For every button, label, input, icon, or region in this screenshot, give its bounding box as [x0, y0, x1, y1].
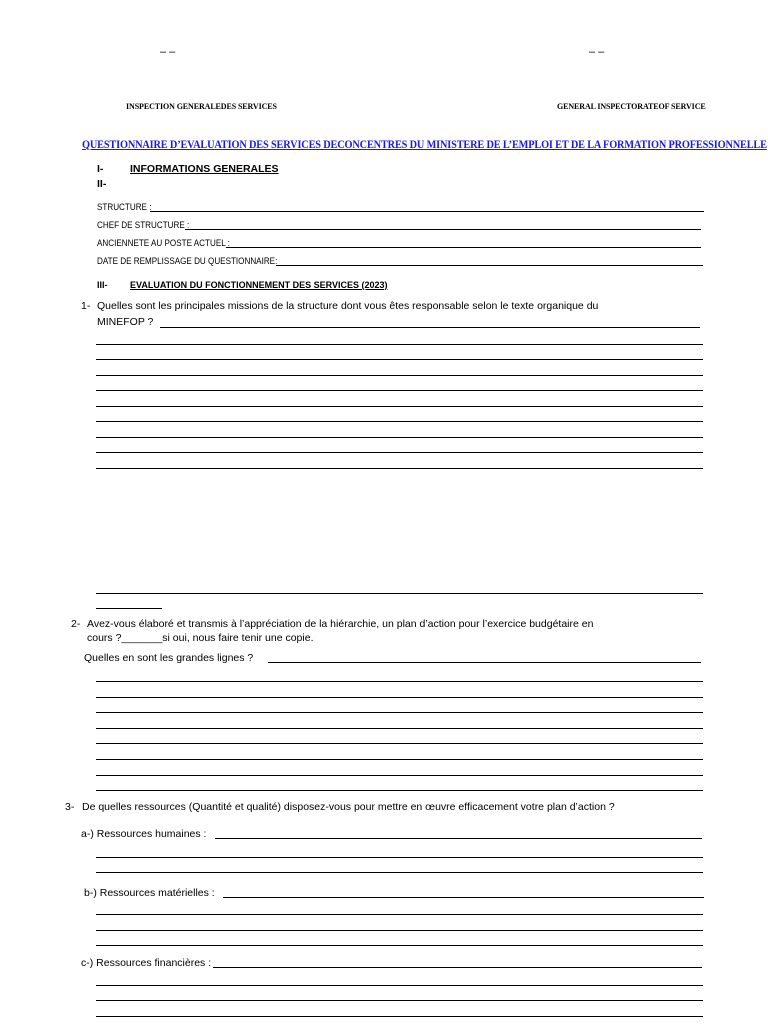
q1-answer-line[interactable]	[96, 608, 162, 609]
header-dash-right: – –	[589, 46, 605, 58]
q1-answer-line[interactable]	[96, 359, 703, 360]
field-structure-label: STRUCTURE :	[97, 202, 152, 212]
q3a-answer-line[interactable]	[215, 838, 702, 839]
q1-answer-line[interactable]	[96, 593, 703, 594]
q1-answer-line[interactable]	[96, 390, 703, 391]
q3b-answer-line[interactable]	[96, 930, 703, 931]
q3c-answer-line[interactable]	[96, 1016, 703, 1017]
section-3-label: EVALUATION DU FONCTIONNEMENT DES SERVICES (2023)	[130, 280, 388, 290]
q2-answer-line[interactable]	[96, 759, 703, 760]
section-1-number: I-	[97, 163, 104, 175]
q1-answer-line[interactable]	[96, 344, 703, 345]
field-structure-line[interactable]	[150, 211, 704, 212]
q3-number: 3-	[65, 801, 75, 813]
q2-text-line2: cours ?_______si oui, nous faire tenir une copie.	[87, 632, 314, 644]
header-left-label: INSPECTION GENERALEDES SERVICES	[126, 102, 277, 111]
q3b-label: b-) Ressources matérielles :	[84, 887, 215, 899]
q1-answer-line[interactable]	[96, 468, 703, 469]
section-2-number: II-	[97, 178, 107, 190]
q1-answer-line[interactable]	[160, 327, 700, 328]
q2-answer-line[interactable]	[96, 697, 703, 698]
q1-answer-line[interactable]	[96, 421, 703, 422]
field-date-label: DATE DE REMPLISSAGE DU QUESTIONNAIRE:	[97, 256, 278, 266]
section-1-label: INFORMATIONS GENERALES	[130, 163, 279, 175]
q2-answer-line[interactable]	[96, 775, 703, 776]
q2-answer-line[interactable]	[268, 662, 701, 663]
q2-sub-label: Quelles en sont les grandes lignes ?	[84, 652, 254, 664]
field-chef-line[interactable]	[185, 229, 701, 230]
field-date-line[interactable]	[276, 265, 703, 266]
q2-answer-line[interactable]	[96, 790, 703, 791]
q2-number: 2-	[71, 618, 81, 630]
q2-answer-line[interactable]	[96, 728, 703, 729]
q1-text-line1: Quelles sont les principales missions de la structure dont vous êtes responsable selon le texte organique du	[97, 300, 599, 312]
q3b-answer-line[interactable]	[96, 945, 703, 946]
q2-answer-line[interactable]	[96, 681, 703, 682]
q3a-answer-line[interactable]	[96, 872, 703, 873]
header-right-label: GENERAL INSPECTORATEOF SERVICE	[557, 102, 706, 111]
q1-answer-line[interactable]	[96, 452, 703, 453]
q3c-label: c-) Ressources financières :	[81, 957, 212, 969]
q1-answer-line[interactable]	[96, 437, 703, 438]
field-chef-label: CHEF DE STRUCTURE :	[97, 220, 190, 230]
q3b-answer-line[interactable]	[96, 914, 703, 915]
q3a-answer-line[interactable]	[96, 857, 703, 858]
q3c-answer-line[interactable]	[213, 967, 702, 968]
header-dash-left: – –	[160, 46, 176, 58]
field-anciennete-line[interactable]	[226, 247, 701, 248]
q1-text-line2: MINEFOP ?	[97, 316, 154, 328]
q3c-answer-line[interactable]	[96, 985, 703, 986]
q2-answer-line[interactable]	[96, 712, 703, 713]
q1-answer-line[interactable]	[96, 375, 703, 376]
document-title: QUESTIONNAIRE D’EVALUATION DES SERVICES DECONCENTRES DU MINISTERE DE L’EMPLOI ET DE LA FORMATION PROFESSIONNELLE	[82, 137, 767, 151]
q1-number: 1-	[81, 300, 91, 312]
q1-answer-line[interactable]	[96, 406, 703, 407]
section-3-number: III-	[97, 280, 108, 290]
q3-text-line1: De quelles ressources (Quantité et qualité) disposez-vous pour mettre en œuvre efficacement votre plan d’action ?	[82, 801, 615, 813]
q3b-answer-line[interactable]	[223, 897, 704, 898]
q3a-label: a-) Ressources humaines :	[81, 828, 207, 840]
q3c-answer-line[interactable]	[96, 1000, 703, 1001]
q2-answer-line[interactable]	[96, 743, 703, 744]
field-anciennete-label: ANCIENNETE AU POSTE ACTUEL :	[97, 238, 230, 248]
q2-text-line1: Avez-vous élaboré et transmis à l’appréciation de la hiérarchie, un plan d’action pour l’exercice budgétaire en	[87, 618, 594, 630]
